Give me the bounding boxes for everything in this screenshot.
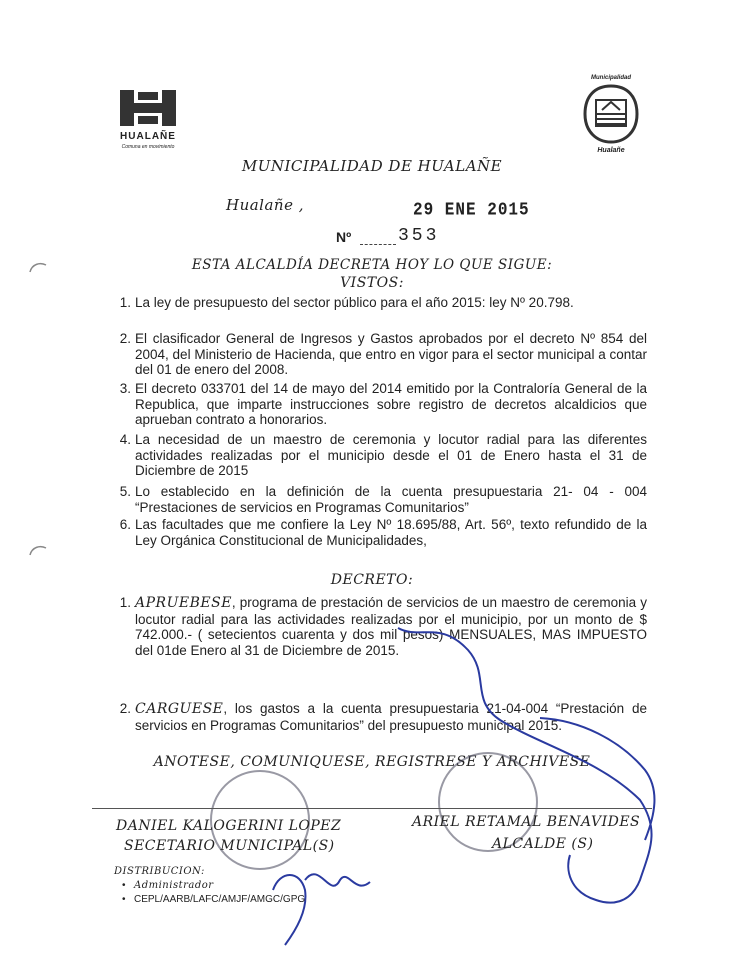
date-place: Hualañe , [226, 196, 304, 214]
item-text: La ley de presupuesto del sector público para el año 2015: ley Nº 20.798. [135, 295, 574, 310]
hole-punch-mark-icon [28, 543, 48, 557]
decree-number-prefix: Nº [336, 229, 352, 245]
vistos-item [119, 517, 647, 548]
distribution-item [122, 880, 305, 891]
shield-icon [582, 84, 640, 144]
distribution-list [122, 880, 306, 905]
municipal-seal-logo [578, 75, 644, 161]
distribution-item [122, 894, 306, 905]
item-number: 5. [119, 484, 131, 499]
secretary-name: DANIEL KALOGERINI LOPEZ [116, 818, 342, 834]
item-number: 3. [119, 381, 131, 396]
distribution-item-text: CEPL/AARB/LAFC/AMJF/AMGC/GPG [134, 894, 306, 905]
signature-rule [92, 808, 652, 809]
item-number: 1. [119, 595, 131, 610]
vistos-item [119, 484, 647, 515]
item-number: 1. [119, 295, 131, 310]
mayor-role: ALCALDE (S) [492, 836, 594, 852]
item-number: 6. [119, 517, 131, 532]
bullet-icon: • [122, 894, 126, 905]
closing-line: ANOTESE, COMUNIQUESE, REGISTRESE Y ARCHIVESE [153, 754, 591, 770]
item-lead: APRUEBESE [135, 595, 232, 611]
bullet-icon: • [122, 880, 126, 891]
vistos-item [119, 331, 647, 378]
initials-signature [305, 874, 370, 886]
item-text: , los gastos a la cuenta presupuestaria 21-04-004 “Prestación de servicios en Programas Comunitarios” del presupuesto municipal 2015. [135, 701, 647, 733]
intro-line: ESTA ALCALDÍA DECRETA HOY LO QUE SIGUE: [191, 257, 553, 273]
h-logo-icon [118, 88, 178, 128]
vistos-heading: VISTOS: [340, 275, 404, 291]
distribution-heading: DISTRIBUCION: [114, 866, 205, 877]
decree-number: 353 [398, 226, 440, 246]
item-text: Lo establecido en la definición de la cuenta presupuestaria 21- 04 - 004 “Prestaciones de servicios en Programas Comunitarios” [135, 484, 647, 515]
page-title: MUNICIPALIDAD DE HUALAÑE [241, 157, 503, 175]
seal-top-text: Municipalidad [590, 75, 631, 81]
hualane-logo [112, 88, 184, 154]
item-number: 4. [119, 432, 131, 447]
vistos-item [119, 295, 647, 311]
secretary-role: SECETARIO MUNICIPAL(S) [124, 838, 335, 854]
logo-name: HUALAÑE [120, 131, 176, 142]
item-text: Las facultades que me confiere la Ley Nº 18.695/88, Art. 56º, texto refundido de la Ley Orgánica Constitucional de Municipalidades, [135, 517, 647, 548]
item-number: 2. [119, 701, 131, 716]
decreto-item [119, 701, 647, 733]
decreto-heading: DECRETO: [330, 572, 414, 588]
item-lead: CARGUESE [135, 701, 224, 717]
vistos-item [119, 432, 647, 479]
logo-tagline: Comuna en movimiento [121, 144, 175, 150]
date-stamp: 29 ENE 2015 [413, 199, 530, 221]
item-number: 2. [119, 331, 131, 346]
seal-bottom-text: Hualañe [597, 147, 625, 154]
mayor-name: ARIEL RETAMAL BENAVIDES [412, 814, 641, 830]
item-text: El clasificador General de Ingresos y Gastos aprobados por el decreto Nº 854 del 2004, del Ministerio de Hacienda, que entro en vigor para el sector municipal a contar del 01 de enero del 2008. [135, 331, 647, 377]
vistos-item [119, 381, 647, 428]
item-text: La necesidad de un maestro de ceremonia y locutor radial para las diferentes actividades realizadas por el municipio desde el 01 de Enero hasta el 31 de Diciembre de 2015 [135, 432, 647, 478]
decreto-item [119, 595, 647, 658]
item-text: El decreto 033701 del 14 de mayo del 2014 emitido por la Contraloría General de la Republica, que imparte instrucciones sobre registro de decretos alcaldicios que aprueban contrato a honorarios. [135, 381, 647, 427]
distribution-item-text: Administrador [134, 880, 214, 891]
item-text: , programa de prestación de servicios de un maestro de ceremonia y locutor radial para las actividades realizadas por el municipio, por un monto de $ 742.000.- ( setecientos cuarenta y dos mil pesos) MENSUALES, MAS IMPUESTO del 01de Enero al 31 de Diciembre de 2015. [135, 595, 647, 658]
number-underline [360, 244, 396, 245]
hole-punch-mark-icon [28, 260, 48, 274]
